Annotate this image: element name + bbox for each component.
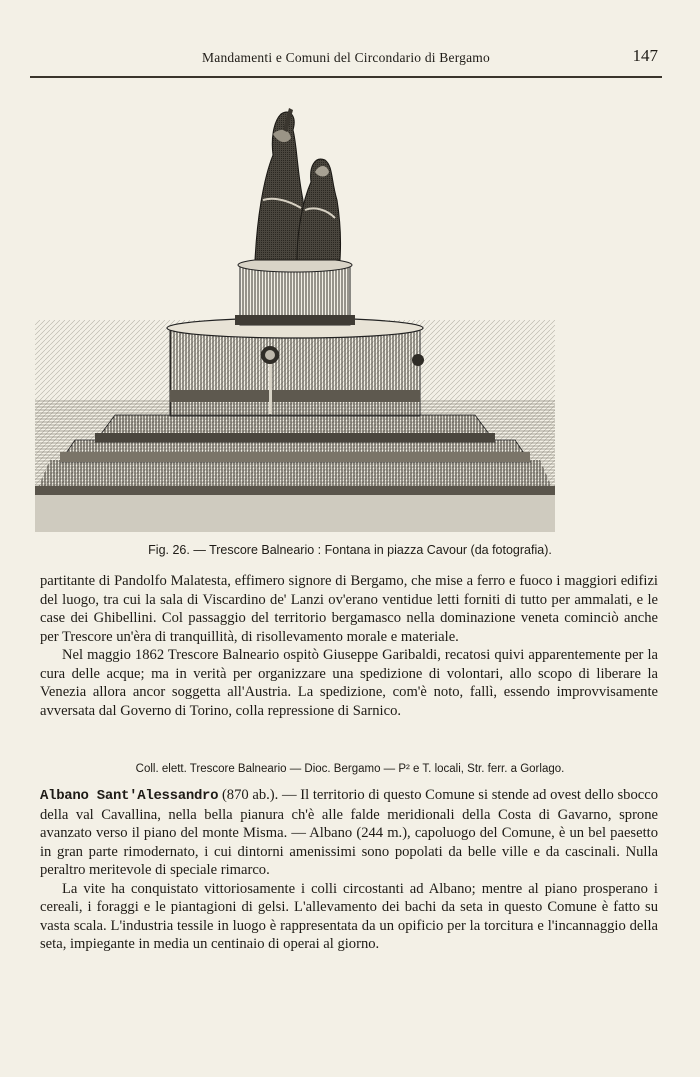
- paragraph-2: Nel maggio 1862 Trescore Balneario ospitò Giuseppe Garibaldi, recatosi quivi apparentemente per la cura delle acque; ma in verità per organizzare una spedizione di volontari, allo scopo di liberare la Venezia allora ancor soggetta all'Austria. La spedizione, com'è noto, fallì, essendo improvvisamente avversata dal Governo di Torino, colla repressione di Sarnico.: [40, 647, 658, 719]
- body-text-lower: [40, 786, 658, 954]
- paragraph-3: [40, 786, 658, 880]
- figure-caption: Fig. 26. — Trescore Balneario : Fontana in piazza Cavour (da fotografia).: [148, 543, 552, 557]
- page-header: [32, 44, 660, 72]
- body-text-upper: [40, 572, 658, 720]
- running-title: Mandamenti e Comuni del Circondario di Bergamo: [202, 50, 490, 65]
- entry-text: (870 ab.). — Il territorio di questo Comune si stende ad ovest dello sbocco della val Cavallina, nella bella pianura ch'è alle falde meridionali della Costa di Gavarno, sprone avanzato verso il piano del monte Misma. — Albano (244 m.), capoluogo del Comune, è un bel paesetto in gran parte rimodernato, i cui dintorni amenissimi sono popolati da belle ville e da cascinali. Nulla peraltro meritevole di speciale rimarco.: [40, 787, 658, 878]
- paragraph-1: partitante di Pandolfo Malatesta, effimero signore di Bergamo, che mise a ferro e fuoco i maggiori edifizi del luogo, tra cui la sala di Viscardino de' Lanzi ov'erano ventidue letti forniti di tutto per ammalati, e le case dei Ghibellini. Col passaggio del territorio bergamasco nella dominazione veneta cominciò anche per Trescore un'èra di tranquillità, di risollevamento morale e materiale.: [40, 573, 658, 645]
- fountain-engraving: [35, 100, 555, 532]
- header-rule: [30, 76, 662, 78]
- page-number: 147: [632, 46, 658, 65]
- entry-title: Albano Sant'Alessandro: [40, 788, 219, 804]
- paragraph-4: La vite ha conquistato vittoriosamente i colli circostanti ad Albano; mentre al piano prosperano i cereali, i foraggi e le piantagioni di gelsi. L'allevamento dei bachi da seta in questo Comune è fatto su vasta scala. L'industria tessile in luogo è rappresentata da un opificio per la torcitura e l'incannaggio della seta, impiegante in media un centinaio di operai al giorno.: [40, 880, 658, 952]
- electoral-note: Coll. elett. Trescore Balneario — Dioc. Bergamo — P² e T. locali, Str. ferr. a Gorlago.: [135, 763, 565, 775]
